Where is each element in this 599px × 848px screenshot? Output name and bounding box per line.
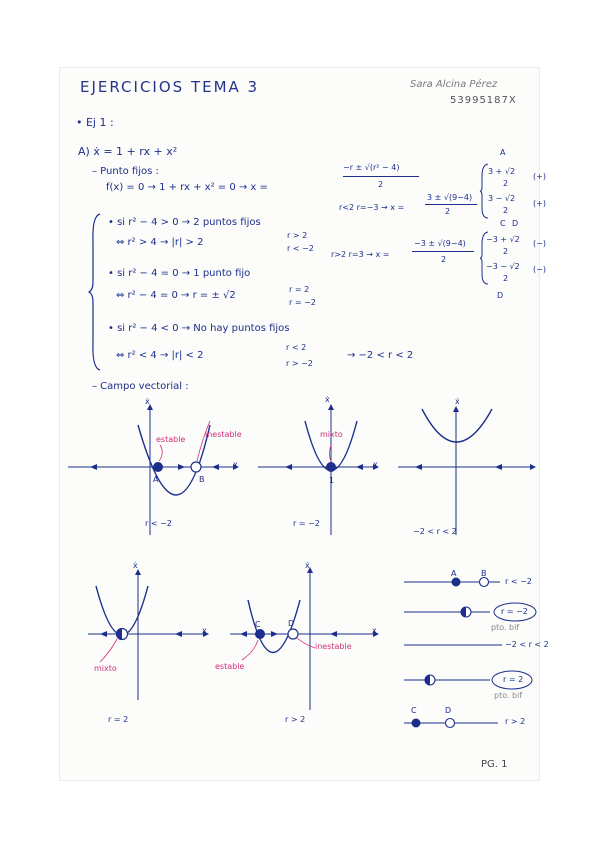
side-val-d-den: 2: [503, 274, 509, 283]
case3-result: → −2 < r < 2: [347, 350, 414, 361]
bif-row1-point-a: A: [451, 569, 457, 578]
bif-row1-label: r < −2: [505, 577, 532, 586]
g1-unstable-label: inestable: [205, 430, 242, 439]
side-frac2-bar: [412, 251, 474, 252]
side-val-c-den: 2: [503, 247, 509, 256]
bif-row5-label: r > 2: [505, 717, 526, 726]
g5-axis-xdot: ẋ: [305, 561, 310, 570]
side-header-a: A: [500, 148, 506, 157]
graph-3: [398, 407, 535, 535]
g3-caption: −2 < r < 2: [413, 527, 457, 536]
side-val-a: 3 + √2: [488, 167, 516, 176]
g1-axis-x: x: [233, 460, 238, 469]
g2-point: 1: [329, 476, 335, 485]
case3-line1: • si r² − 4 < 0 → No hay puntos fijos: [108, 323, 290, 334]
side-sign-c: (−): [533, 239, 546, 248]
quadratic-fraction-bar: [343, 176, 419, 177]
g5-stable-label: estable: [215, 662, 245, 671]
case3-opt-a: r < 2: [286, 343, 307, 352]
vector-field-heading: – Campo vectorial :: [92, 381, 189, 392]
graph-2: [258, 405, 378, 535]
bif-row4-note: pto. bif: [494, 691, 523, 700]
quadratic-numerator: −r ± √(r² − 4): [343, 163, 400, 172]
case3-opt-b: r > −2: [286, 359, 313, 368]
g1-point-b: B: [199, 475, 205, 484]
g1-point-a: A: [153, 475, 159, 484]
g1-stable-label: estable: [156, 435, 186, 444]
fixed-points-heading: – Punto fijos :: [92, 166, 159, 177]
g5-point-d: D: [288, 619, 295, 628]
case1-line1: • si r² − 4 > 0 → 2 puntos fijos: [108, 217, 261, 228]
side-val-a-den: 2: [503, 179, 509, 188]
g2-caption: r = −2: [293, 519, 320, 528]
g2-axis-x: x: [373, 460, 378, 469]
side-val-c: −3 + √2: [486, 235, 520, 244]
side-sign-a: (+): [533, 172, 546, 181]
side-header-d-top: D: [512, 219, 519, 228]
unstable-point-d: [288, 629, 298, 639]
bif-row4-label: r = 2: [503, 675, 524, 684]
bif-row5-point-d: D: [445, 706, 452, 715]
case2-line1: • si r² − 4 = 0 → 1 punto fijo: [108, 268, 251, 279]
g1-caption: r < −2: [145, 519, 172, 528]
quadratic-denominator: 2: [378, 180, 384, 189]
equation-a: A) ẋ = 1 + rx + x²: [78, 145, 178, 158]
graph-4: [88, 570, 208, 700]
case1-opt-b: r < −2: [287, 244, 314, 253]
case2-line2: ⇔ r² − 4 = 0 → r = ± √2: [116, 290, 236, 301]
fx-line: f(x) = 0 → 1 + rx + x² = 0 → x =: [106, 182, 268, 193]
page-title: EJERCICIOS TEMA 3: [80, 78, 260, 96]
case2-opt-a: r = 2: [289, 285, 310, 294]
side-frac1-bar: [425, 204, 477, 205]
g4-axis-xdot: ẋ: [133, 561, 138, 570]
stable-point-c: [255, 629, 265, 639]
student-id: 53995187X: [450, 95, 517, 106]
case3-line2: ⇔ r² < 4 → |r| < 2: [116, 350, 204, 361]
side-line1: r<2 r=−3 → x =: [339, 203, 405, 212]
side-frac1-num: 3 ± √(9−4): [427, 193, 473, 202]
g5-caption: r > 2: [285, 715, 306, 724]
g3-axis-xdot: ẋ: [455, 397, 460, 406]
side-val-d: −3 − √2: [486, 262, 520, 271]
g4-label: mixto: [94, 664, 117, 673]
g4-axis-x: x: [202, 626, 207, 635]
page-number: PG. 1: [481, 759, 508, 770]
bif-row1-point-b: B: [481, 569, 487, 578]
graph-1: [68, 405, 238, 535]
g5-axis-x: x: [372, 626, 377, 635]
stable-point-a: [153, 462, 163, 472]
case1-opt-a: r > 2: [287, 231, 308, 240]
case2-opt-b: r = −2: [289, 298, 316, 307]
g2-label: mixto: [320, 430, 343, 439]
bif-row2-note: pto. bif: [491, 623, 520, 632]
exercise-label: • Ej 1 :: [76, 116, 114, 129]
side-header-d: D: [497, 291, 504, 300]
side-frac2-num: −3 ± √(9−4): [414, 239, 466, 248]
graph-5: [230, 568, 378, 710]
g4-caption: r = 2: [108, 715, 129, 724]
side-frac1-den: 2: [445, 207, 451, 216]
side-header-c: C: [500, 219, 506, 228]
g5-point-c: C: [255, 620, 261, 629]
bifurcation-lines: [400, 568, 540, 738]
bif-row3-label: −2 < r < 2: [505, 640, 549, 649]
bif-row2-label: r = −2: [501, 607, 528, 616]
side-frac2-den: 2: [441, 255, 447, 264]
bif-row-1: [404, 578, 500, 587]
g1-axis-xdot: ẋ: [145, 397, 150, 406]
side-val-b-den: 2: [503, 206, 509, 215]
side-line2: r>2 r=3 → x =: [331, 250, 390, 259]
cases-brace: [88, 212, 102, 372]
author-name: Sara Alcina Pérez: [410, 79, 498, 90]
semi-stable-point: [326, 462, 336, 472]
unstable-point-b: [191, 462, 201, 472]
side-val-b: 3 − √2: [488, 194, 516, 203]
g2-axis-xdot: ẋ: [325, 395, 330, 404]
side-sign-d: (−): [533, 265, 546, 274]
bif-row-5: [404, 719, 498, 728]
g5-unstable-label: inestable: [315, 642, 352, 651]
bif-row5-point-c: C: [411, 706, 417, 715]
side-sign-b: (+): [533, 199, 546, 208]
case1-line2: ⇔ r² > 4 → |r| > 2: [116, 237, 204, 248]
